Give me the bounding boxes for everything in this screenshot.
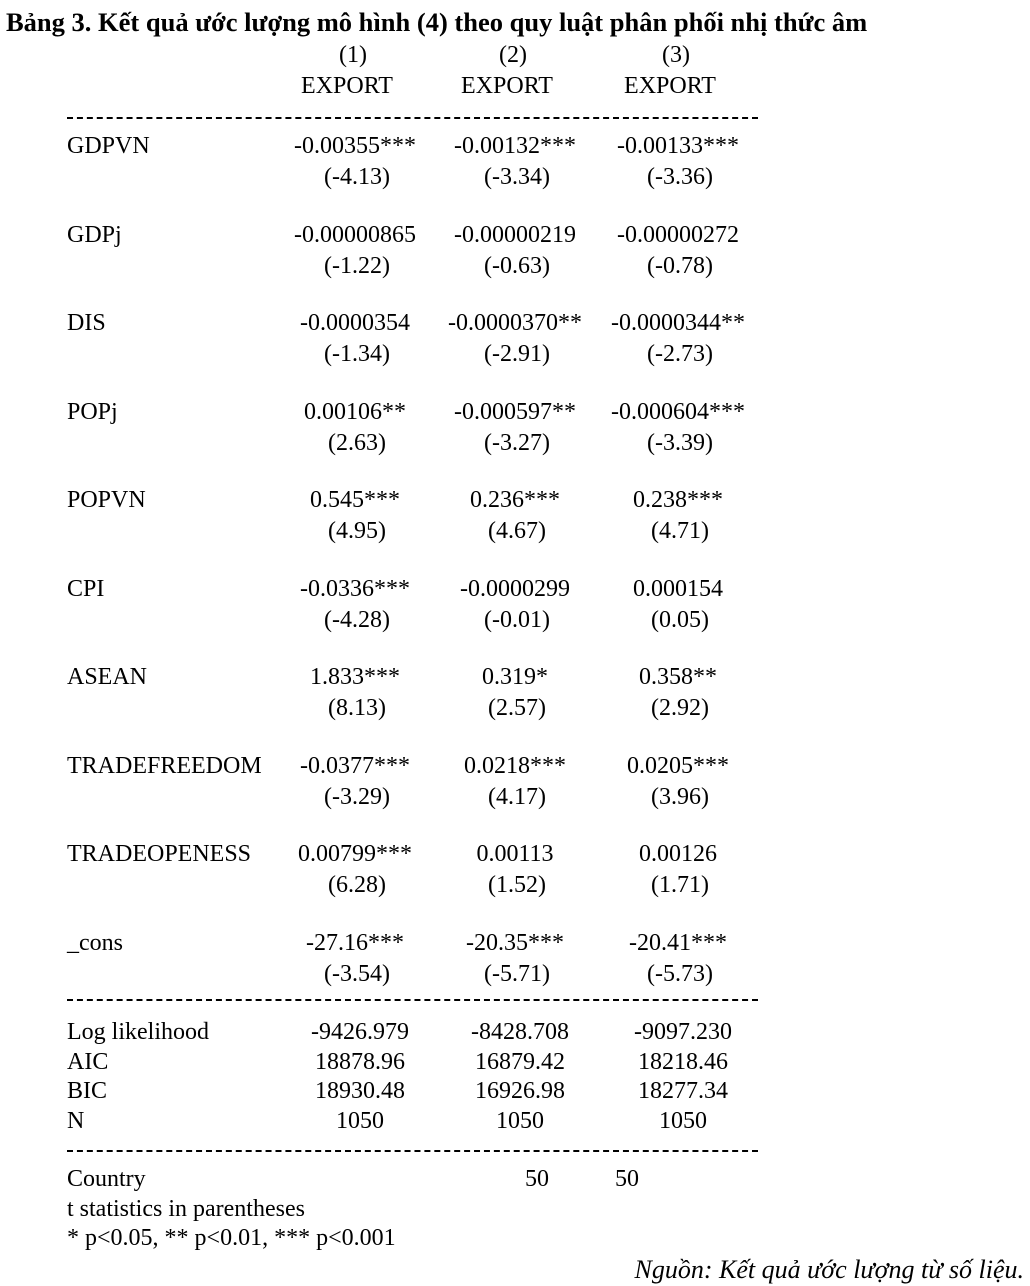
t-statistic-cell: (4.17) [488, 783, 546, 810]
t-statistic-cell: (6.28) [328, 872, 386, 898]
coefficient-cell: -0.00000865 [294, 221, 416, 248]
variable-name: _cons [67, 929, 123, 956]
coefficient-cell: 1.833*** [310, 664, 400, 690]
variable-name: ASEAN [67, 664, 148, 690]
statistic-value: -9097.230 [634, 1019, 732, 1045]
table-title: Bảng 3. Kết quả ước lượng mô hình (4) theo quy luật phân phối nhị thức âm [6, 7, 868, 37]
statistic-value: 1050 [659, 1107, 707, 1134]
coefficient-cell: -20.35*** [466, 929, 564, 956]
coefficient-cell: -0.0000344** [611, 310, 745, 336]
coefficient-cell: -0.000604*** [611, 398, 745, 425]
coefficient-cell: 0.358** [639, 664, 717, 690]
t-statistic-cell: (-0.63) [484, 252, 550, 279]
coefficient-cell: 0.236*** [470, 487, 560, 513]
coefficient-cell: -0.0000354 [300, 310, 410, 336]
coefficient-cell: -0.0000299 [460, 575, 570, 602]
t-statistic-cell: (1.71) [651, 872, 709, 898]
t-statistic-cell: (1.52) [488, 872, 546, 898]
t-statistic-cell: (2.57) [488, 695, 546, 721]
coefficient-cell: -0.00355*** [294, 133, 416, 159]
t-statistic-cell: (-3.29) [324, 783, 390, 810]
coefficient-cell: 0.00106** [304, 398, 406, 425]
t-statistic-cell: (8.13) [328, 695, 386, 721]
statistic-value: 18277.34 [638, 1078, 728, 1104]
column-number: (2) [499, 42, 527, 68]
statistic-value: 18930.48 [315, 1078, 405, 1104]
t-statistic-cell: (-0.78) [647, 252, 713, 279]
statistic-value: 1050 [496, 1107, 544, 1134]
t-statistic-cell: (-3.27) [484, 429, 550, 456]
t-statistic-cell: (-2.91) [484, 341, 550, 367]
t-statistic-cell: (-3.34) [484, 164, 550, 190]
coefficient-cell: 0.00126 [639, 841, 717, 867]
country-value: 50 [525, 1166, 549, 1192]
footnote: * p<0.05, ** p<0.01, *** p<0.001 [67, 1225, 396, 1251]
variable-name: TRADEOPENESS [67, 841, 252, 867]
statistic-value: 18218.46 [638, 1048, 728, 1075]
coefficient-cell: 0.00799*** [298, 841, 412, 867]
t-statistic-cell: (-4.13) [324, 164, 390, 190]
variable-name: POPVN [67, 487, 146, 513]
t-statistic-cell: (-1.34) [324, 341, 390, 367]
column-number: (3) [662, 42, 690, 68]
country-value: 50 [615, 1166, 639, 1192]
coefficient-cell: 0.545*** [310, 487, 400, 513]
variable-name: DIS [67, 310, 106, 336]
statistic-value: 16879.42 [475, 1048, 565, 1075]
column-depvar: EXPORT [301, 73, 393, 99]
coefficient-cell: -0.0000370** [448, 310, 582, 336]
t-statistic-cell: (4.95) [328, 518, 386, 544]
t-statistic-cell: (0.05) [651, 606, 709, 633]
statistic-value: 18878.96 [315, 1048, 405, 1075]
coefficient-cell: 0.0205*** [627, 752, 729, 779]
t-statistic-cell: (-4.28) [324, 606, 390, 633]
t-statistic-cell: (-3.36) [647, 164, 713, 190]
t-statistic-cell: (2.63) [328, 429, 386, 456]
source-note: Nguồn: Kết quả ước lượng từ số liệu. [634, 1255, 1024, 1284]
coefficient-cell: -0.00000272 [617, 221, 739, 248]
variable-name: GDPVN [67, 133, 150, 159]
column-number: (1) [339, 42, 367, 68]
coefficient-cell: 0.000154 [633, 575, 723, 602]
coefficient-cell: 0.238*** [633, 487, 723, 513]
coefficient-cell: 0.0218*** [464, 752, 566, 779]
statistic-name: BIC [67, 1078, 108, 1104]
t-statistic-cell: (4.71) [651, 518, 709, 544]
dashed-divider [67, 999, 758, 1001]
t-statistic-cell: (-2.73) [647, 341, 713, 367]
column-depvar: EXPORT [624, 73, 716, 99]
country-label: Country [67, 1166, 146, 1192]
statistic-value: 16926.98 [475, 1078, 565, 1104]
t-statistic-cell: (3.96) [651, 783, 709, 810]
statistic-value: -8428.708 [471, 1019, 569, 1045]
t-statistic-cell: (2.92) [651, 695, 709, 721]
variable-name: POPj [67, 398, 118, 425]
t-statistic-cell: (4.67) [488, 518, 546, 544]
coefficient-cell: -27.16*** [306, 929, 404, 956]
t-statistic-cell: (-5.71) [484, 960, 550, 987]
t-statistic-cell: (-1.22) [324, 252, 390, 279]
t-statistic-cell: (-5.73) [647, 960, 713, 987]
coefficient-cell: -0.00000219 [454, 221, 576, 248]
coefficient-cell: -0.000597** [454, 398, 576, 425]
statistic-name: Log likelihood [67, 1019, 209, 1045]
variable-name: TRADEFREEDOM [67, 752, 262, 779]
coefficient-cell: -0.0377*** [300, 752, 410, 779]
variable-name: CPI [67, 575, 105, 602]
coefficient-cell: -20.41*** [629, 929, 727, 956]
statistic-value: 1050 [336, 1107, 384, 1134]
coefficient-cell: 0.00113 [476, 841, 554, 867]
column-depvar: EXPORT [461, 73, 553, 99]
statistic-name: N [67, 1107, 85, 1134]
t-statistic-cell: (-3.54) [324, 960, 390, 987]
dashed-divider [67, 117, 758, 119]
variable-name: GDPj [67, 221, 122, 248]
coefficient-cell: -0.00133*** [617, 133, 739, 159]
statistic-name: AIC [67, 1048, 109, 1075]
coefficient-cell: -0.0336*** [300, 575, 410, 602]
t-statistic-cell: (-3.39) [647, 429, 713, 456]
dashed-divider [67, 1150, 758, 1152]
coefficient-cell: 0.319* [482, 664, 548, 690]
footnote: t statistics in parentheses [67, 1196, 305, 1222]
statistic-value: -9426.979 [311, 1019, 409, 1045]
t-statistic-cell: (-0.01) [484, 606, 550, 633]
coefficient-cell: -0.00132*** [454, 133, 576, 159]
